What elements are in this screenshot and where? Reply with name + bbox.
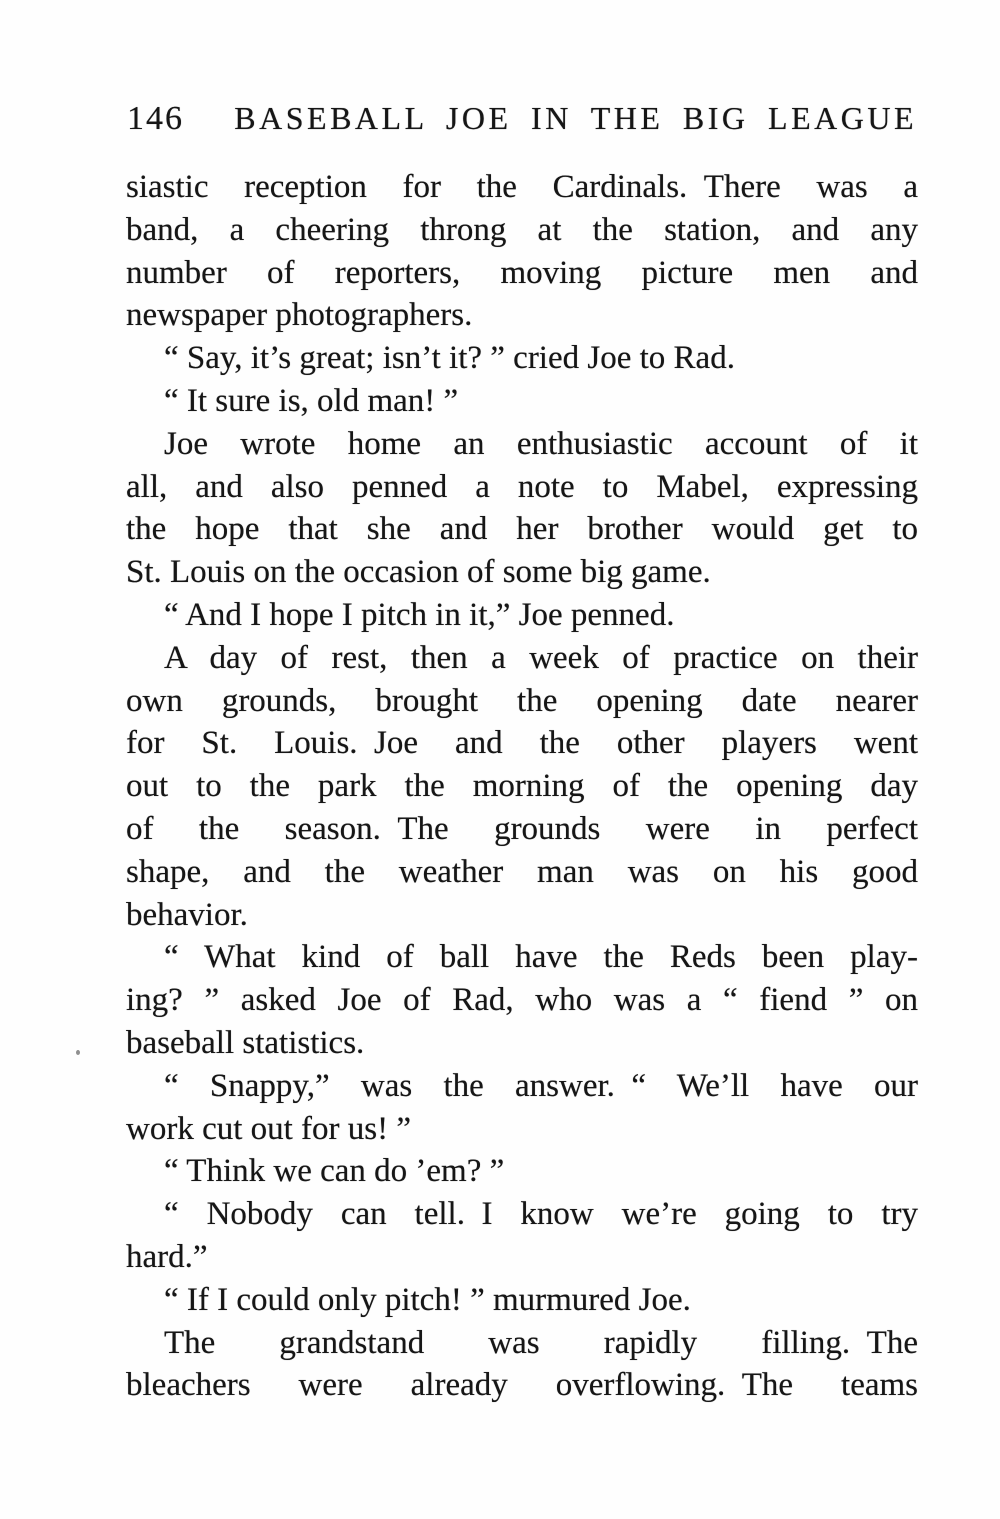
text-line: “ What kind of ball have the Reds been play-: [164, 939, 918, 976]
text-line: “ Say, it’s great; isn’t it? ” cried Joe to Rad.: [164, 340, 735, 377]
text-line: all, and also penned a note to Mabel, expressing: [126, 468, 918, 505]
page-header: [127, 100, 917, 138]
text-line: own grounds, brought the opening date nearer: [126, 682, 918, 719]
text-line: of the season. The grounds were in perfect: [126, 810, 918, 847]
page-body: [126, 166, 918, 1407]
text-line: ing? ” asked Joe of Rad, who was a “ fiend ” on: [126, 982, 918, 1019]
text-line: band, a cheering throng at the station, and any: [126, 211, 918, 248]
text-line: “ It sure is, old man! ”: [164, 382, 459, 419]
text-line: “ And I hope I pitch in it,” Joe penned.: [164, 596, 675, 633]
text-line: number of reporters, moving picture men and: [126, 254, 918, 291]
text-line: “ Snappy,” was the answer. “ We’ll have our: [164, 1067, 918, 1104]
text-line: baseball statistics.: [126, 1024, 365, 1061]
text-line: siastic reception for the Cardinals. There was a: [126, 169, 918, 205]
text-line: “ If I could only pitch! ” murmured Joe.: [164, 1281, 691, 1318]
text-line: St. Louis on the occasion of some big game.: [126, 554, 711, 591]
text-line: hard.”: [126, 1238, 208, 1275]
text-line: for St. Louis. Joe and the other players went: [126, 725, 918, 762]
text-line: bleachers were already overflowing. The teams: [126, 1367, 918, 1404]
text-line: behavior.: [126, 896, 248, 933]
text-line: A day of rest, then a week of practice on their: [164, 639, 918, 676]
text-line: the hope that she and her brother would get to: [126, 511, 918, 548]
running-title: BASEBALL JOE IN THE BIG LEAGUE: [234, 100, 917, 136]
text-line: The grandstand was rapidly filling. The: [164, 1324, 918, 1361]
text-line: “ Nobody can tell. I know we’re going to try: [164, 1196, 918, 1233]
text-line: newspaper photographers.: [126, 297, 473, 334]
text-line: work cut out for us! ”: [126, 1110, 412, 1147]
scan-speck: [76, 1050, 80, 1055]
page-number: 146: [127, 100, 184, 137]
text-line: Joe wrote home an enthusiastic account of it: [164, 425, 918, 462]
text-line: shape, and the weather man was on his good: [126, 853, 918, 890]
text-line: out to the park the morning of the opening day: [126, 768, 918, 805]
text-line: “ Think we can do ’em? ”: [164, 1153, 505, 1190]
